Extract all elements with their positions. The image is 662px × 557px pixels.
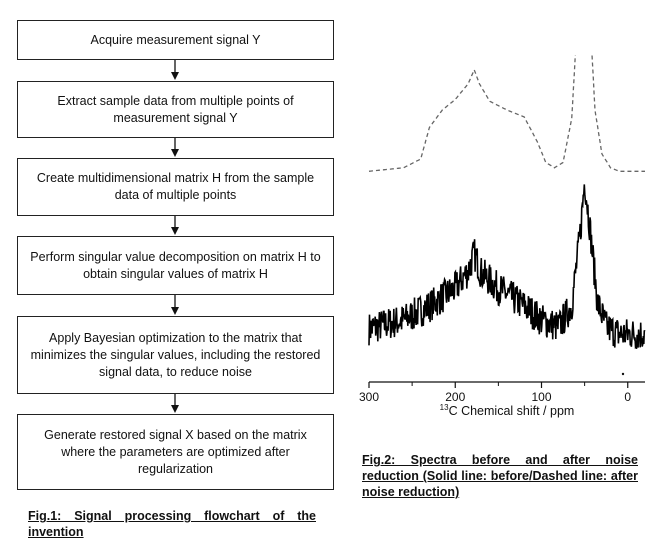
fig1-caption: Fig.1: Signal processing flowchart of the invention bbox=[28, 509, 316, 539]
flow-arrowhead-1 bbox=[171, 72, 179, 80]
flow-step-svd: Perform singular value decomposition on matrix H to obtain singular values of matrix H bbox=[17, 236, 334, 295]
series-before-line bbox=[369, 184, 645, 349]
flow-step-acquire: Acquire measurement signal Y bbox=[17, 20, 334, 60]
x-axis-label-text: C Chemical shift / ppm bbox=[448, 404, 575, 418]
x-tick-label-0: 0 bbox=[624, 390, 632, 404]
x-tick-label-200: 200 bbox=[445, 390, 466, 404]
spectrum-chart bbox=[355, 55, 650, 425]
marker-dot bbox=[622, 373, 624, 375]
flow-step-bayesian: Apply Bayesian optimization to the matrix that minimizes the singular values, including the restored signal data, to reduce noise bbox=[17, 316, 334, 394]
flow-arrowhead-2 bbox=[171, 149, 179, 157]
flow-step-create-matrix: Create multidimensional matrix H from the sample data of multiple points bbox=[17, 158, 334, 216]
x-axis-label-sup: 13 bbox=[439, 403, 449, 412]
fig2-caption: Fig.2: Spectra before and after noise reduction (Solid line: before/Dashed line: after noise reduction) bbox=[362, 453, 638, 499]
x-tick-label-100: 100 bbox=[531, 390, 552, 404]
flow-arrowhead-5 bbox=[171, 405, 179, 413]
flow-step-generate: Generate restored signal X based on the matrix where the parameters are optimized after regularization bbox=[17, 414, 334, 490]
flow-step-extract: Extract sample data from multiple points of measurement signal Y bbox=[17, 81, 334, 138]
series-after-line bbox=[369, 55, 645, 171]
series-layer bbox=[369, 55, 645, 349]
tick-layer bbox=[359, 382, 631, 404]
flow-arrowhead-4 bbox=[171, 307, 179, 315]
flow-arrows bbox=[0, 0, 360, 500]
x-axis-label bbox=[440, 403, 575, 418]
x-tick-label-300: 300 bbox=[358, 390, 380, 404]
flow-arrowhead-3 bbox=[171, 227, 179, 235]
